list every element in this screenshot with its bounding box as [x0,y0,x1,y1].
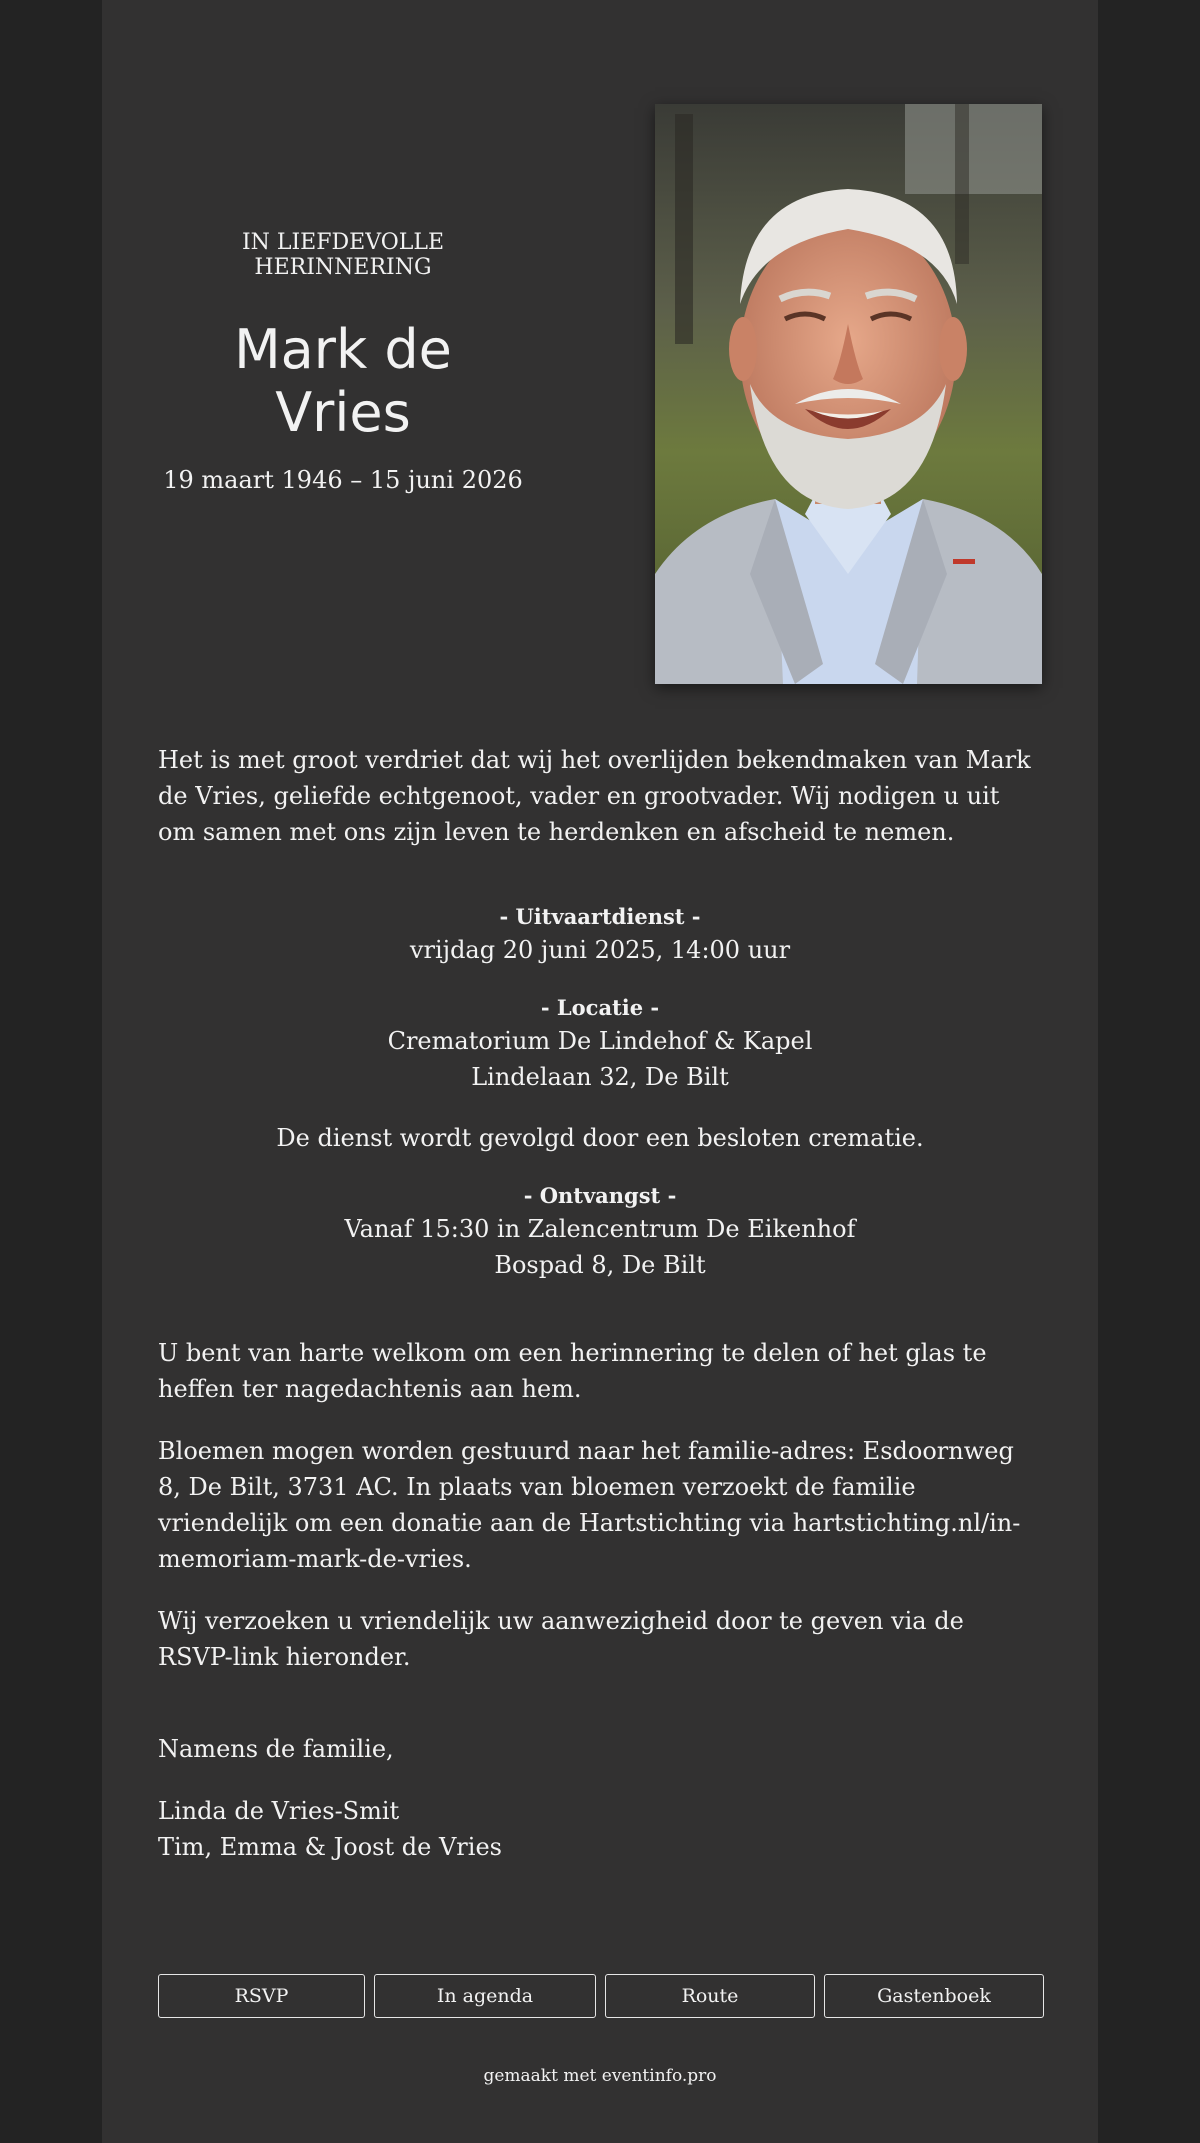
rsvp-button[interactable]: RSVP [158,1974,365,2018]
signature-greeting: Namens de familie, [158,1735,394,1763]
signature [158,1731,1042,1865]
flowers-paragraph: Bloemen mogen worden gestuurd naar het familie-adres: Esdoornweg 8, De Bilt, 3731 AC. In plaats van bloemen verzoekt de familie vriendelijk om een donatie aan de Hartstichting via hartstichting.nl/in-memoriam-mark-de-vries. [158,1437,1021,1573]
life-dates: 19 maart 1946 – 15 juni 2026 [163,466,523,494]
location-address: Lindelaan 32, De Bilt [471,1063,729,1091]
announcement-card [102,0,1098,2143]
action-buttons [158,1974,1044,2018]
location-name: Crematorium De Lindehof & Kapel [387,1027,813,1055]
reception-title: - Ontvangst - [523,1183,677,1208]
rsvp-paragraph: Wij verzoeken u vriendelijk uw aanwezigheid door te geven via de RSVP-link hieronder. [158,1607,964,1671]
closing-paragraphs [158,1335,1042,1675]
hero-text [158,180,528,494]
reception-address: Bospad 8, De Bilt [494,1251,706,1279]
reception-section [158,1181,1042,1283]
service-title: - Uitvaartdienst - [499,904,701,929]
footer-credit[interactable]: gemaakt met eventinfo.pro [483,2066,717,2086]
service-time: vrijdag 20 juni 2025, 14:00 uur [409,936,791,964]
service-section [158,902,1042,968]
welcome-paragraph: U bent van harte welkom om een herinnering te delen of het glas te heffen ter nagedachtenis aan hem. [158,1339,987,1403]
guestbook-button[interactable]: Gastenboek [824,1974,1044,2018]
location-section [158,993,1042,1095]
route-button[interactable]: Route [605,1974,815,2018]
portrait-photo [655,104,1042,684]
eyebrow-text: IN LIEFDEVOLLE HERINNERING [241,230,445,280]
location-title: - Locatie - [540,995,660,1020]
cremation-note: De dienst wordt gevolgd door een besloten crematie. [276,1124,924,1152]
deceased-name: Mark de Vries [234,318,452,444]
signature-line-1: Linda de Vries-Smit [158,1797,400,1825]
main-content [158,742,1042,1865]
intro-paragraph: Het is met groot verdriet dat wij het overlijden bekendmaken van Mark de Vries, geliefde echtgenoot, vader en grootvader. Wij nodigen u uit om samen met ons zijn leven te herdenken en afscheid te nemen. [158,746,1031,846]
signature-line-2: Tim, Emma & Joost de Vries [158,1833,502,1861]
add-to-calendar-button[interactable]: In agenda [374,1974,596,2018]
reception-venue: Vanaf 15:30 in Zalencentrum De Eikenhof [344,1215,856,1243]
